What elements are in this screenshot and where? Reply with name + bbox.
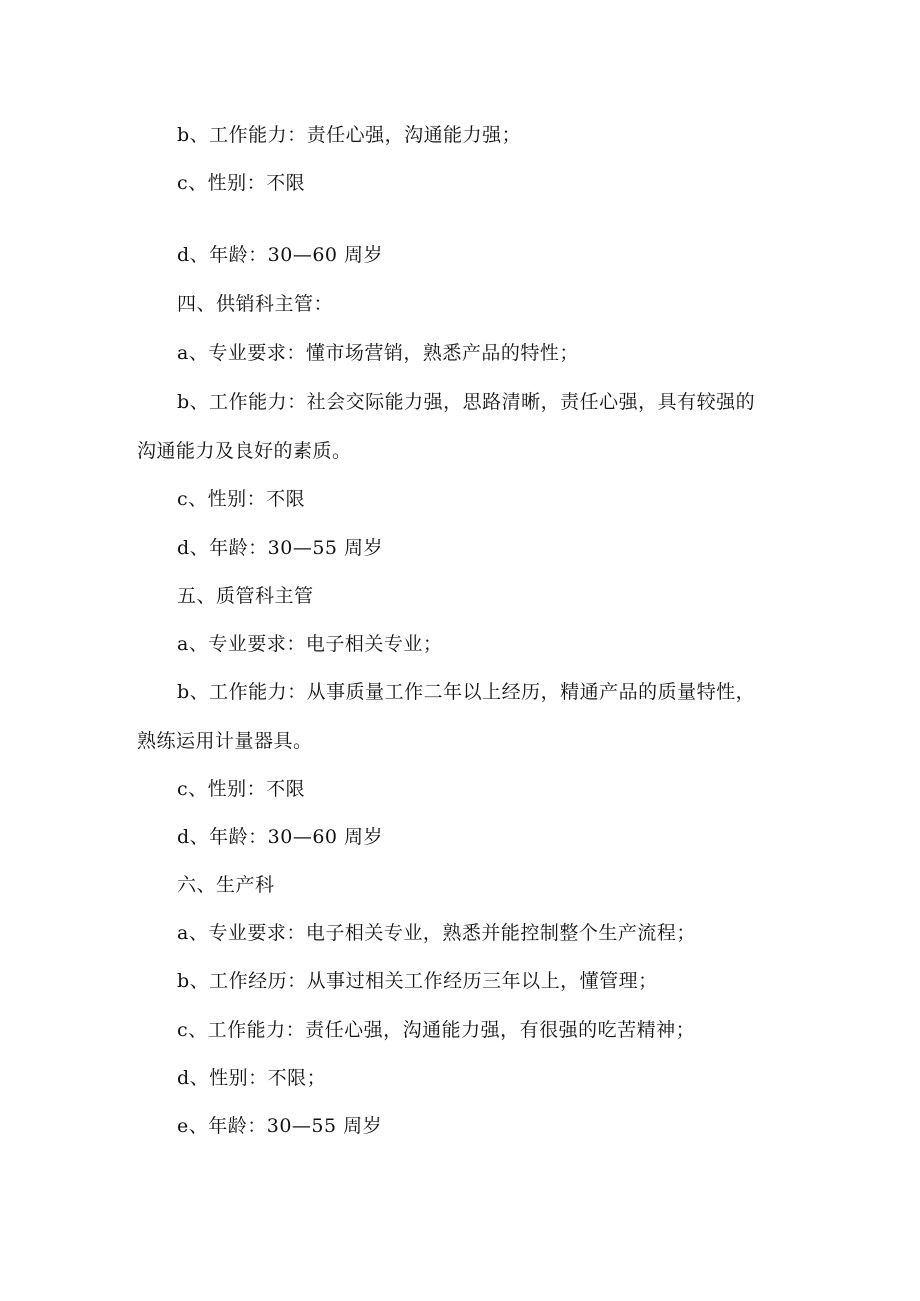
section-heading: 四、供销科主管：: [177, 293, 334, 315]
section-heading: 六、生产科: [177, 874, 275, 896]
text-line-continuation: 沟通能力及良好的素质。: [137, 440, 352, 462]
text-line: a、专业要求：电子相关专业；: [177, 633, 443, 655]
text-line: b、工作能力：责任心强，沟通能力强；: [177, 124, 522, 146]
text-line: a、专业要求：电子相关专业，熟悉并能控制整个生产流程；: [177, 922, 696, 944]
section-heading: 五、质管科主管: [177, 585, 314, 607]
text-line: c、性别：不限: [177, 778, 306, 800]
text-line: e、年龄：30—55 周岁: [177, 1115, 383, 1137]
text-line-continuation: 熟练运用计量器具。: [137, 730, 313, 752]
text-line: a、专业要求：懂市场营销，熟悉产品的特性；: [177, 342, 579, 364]
text-line: c、性别：不限: [177, 172, 306, 194]
text-line: c、工作能力：责任心强，沟通能力强，有很强的吃苦精神；: [177, 1019, 696, 1041]
text-line: d、年龄：30—60 周岁: [177, 826, 384, 848]
text-line: b、工作经历：从事过相关工作经历三年以上，懂管理；: [177, 970, 658, 992]
text-line: b、工作能力：从事质量工作二年以上经历，精通产品的质量特性，: [177, 681, 756, 703]
text-line: d、年龄：30—55 周岁: [177, 537, 384, 559]
text-line: b、工作能力：社会交际能力强，思路清晰，责任心强，具有较强的: [177, 391, 756, 413]
text-line: d、年龄：30—60 周岁: [177, 244, 384, 266]
text-line: c、性别：不限: [177, 488, 306, 510]
text-line: d、性别：不限；: [177, 1067, 327, 1089]
